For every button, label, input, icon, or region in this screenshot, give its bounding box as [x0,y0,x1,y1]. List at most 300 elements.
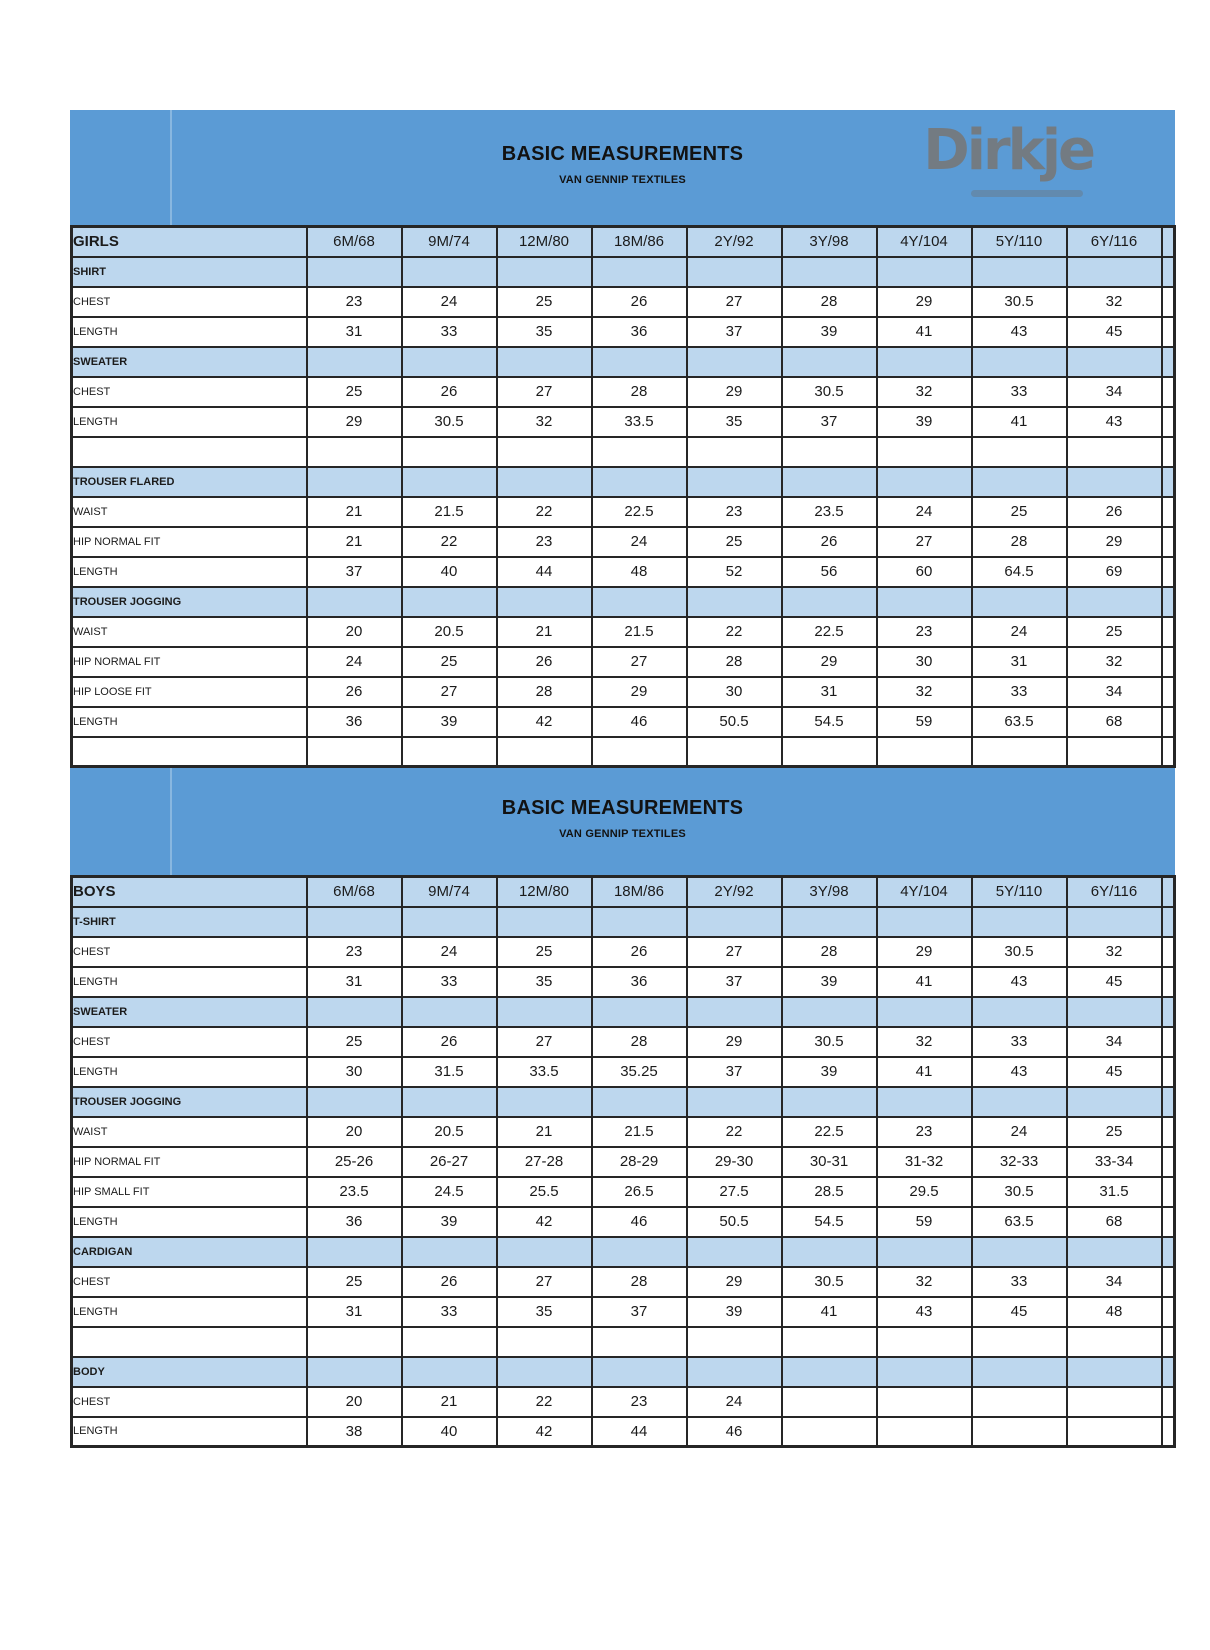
value-cell [972,1387,1067,1417]
value-cell: 29 [877,937,972,967]
cutoff-column-cell [1162,1267,1175,1297]
value-cell: 32-33 [972,1147,1067,1177]
size-header-cell: 18M/86 [592,227,687,257]
value-cell: 27 [497,377,592,407]
value-cell [497,1357,592,1387]
value-cell: 34 [1067,1267,1162,1297]
value-cell: 31-32 [877,1147,972,1177]
empty-label-cell [72,437,307,467]
row-label-cell: WAIST [72,617,307,647]
value-cell [972,437,1067,467]
value-cell [1067,1387,1162,1417]
value-cell: 59 [877,1207,972,1237]
value-cell: 25 [1067,617,1162,647]
value-cell: 21 [497,1117,592,1147]
value-cell: 39 [877,407,972,437]
value-cell: 23 [687,497,782,527]
size-header-cell: 3Y/98 [782,877,877,907]
cutoff-column-cell [1162,1327,1175,1357]
value-cell [592,467,687,497]
value-cell [497,1327,592,1357]
value-cell: 29 [877,287,972,317]
value-cell [877,1417,972,1447]
value-cell: 21 [307,527,402,557]
value-cell [687,1087,782,1117]
value-cell: 35 [687,407,782,437]
value-cell: 30.5 [782,1267,877,1297]
value-cell [307,347,402,377]
value-cell [307,467,402,497]
value-cell: 30.5 [402,407,497,437]
value-cell: 34 [1067,1027,1162,1057]
value-cell [402,437,497,467]
data-row [72,1027,1175,1057]
cutoff-column-cell [1162,1117,1175,1147]
cutoff-column-cell [1162,1237,1175,1267]
row-label-cell: CHEST [72,377,307,407]
value-cell [307,1327,402,1357]
banner-boys [70,768,1175,875]
value-cell: 32 [497,407,592,437]
cutoff-column-cell [1162,967,1175,997]
value-cell: 50.5 [687,1207,782,1237]
value-cell: 28 [592,1267,687,1297]
value-cell: 23 [592,1387,687,1417]
value-cell [592,1357,687,1387]
section-row [72,467,1175,497]
value-cell: 43 [972,317,1067,347]
value-cell [307,437,402,467]
value-cell [592,737,687,767]
value-cell: 20.5 [402,1117,497,1147]
section-row [72,587,1175,617]
cutoff-column-cell [1162,287,1175,317]
value-cell: 27 [497,1027,592,1057]
value-cell [782,1387,877,1417]
cutoff-column-cell [1162,1207,1175,1237]
value-cell [877,737,972,767]
value-cell: 24 [307,647,402,677]
data-row [72,647,1175,677]
value-cell: 39 [402,707,497,737]
value-cell: 27 [402,677,497,707]
section-label-cell: T-SHIRT [72,907,307,937]
value-cell [972,907,1067,937]
banner-title: BASIC MEASUREMENTS [501,143,744,165]
data-row [72,317,1175,347]
value-cell: 36 [592,317,687,347]
empty-row [72,1327,1175,1357]
value-cell: 41 [782,1297,877,1327]
cutoff-column-cell [1162,1147,1175,1177]
value-cell: 21 [497,617,592,647]
value-cell: 44 [592,1417,687,1447]
value-cell: 36 [592,967,687,997]
value-cell: 45 [1067,967,1162,997]
cutoff-column-cell [1162,907,1175,937]
value-cell [687,1327,782,1357]
banner-subtitle: VAN GENNIP TEXTILES [559,174,686,186]
size-header-cell: 6Y/116 [1067,877,1162,907]
value-cell [972,997,1067,1027]
value-cell: 24 [972,1117,1067,1147]
size-header-cell: 12M/80 [497,227,592,257]
cutoff-column-cell [1162,997,1175,1027]
value-cell: 59 [877,707,972,737]
row-label-cell: HIP NORMAL FIT [72,527,307,557]
data-row [72,1057,1175,1087]
value-cell: 48 [1067,1297,1162,1327]
value-cell: 21 [307,497,402,527]
value-cell: 35 [497,967,592,997]
value-cell: 28.5 [782,1177,877,1207]
value-cell: 32 [877,1267,972,1297]
girls-size-table [70,225,1176,768]
value-cell [782,347,877,377]
value-cell: 23.5 [782,497,877,527]
row-label-cell: CHEST [72,1267,307,1297]
value-cell [972,467,1067,497]
value-cell: 25 [307,1027,402,1057]
table-name-cell: GIRLS [72,227,307,257]
value-cell [877,347,972,377]
cutoff-column-cell [1162,497,1175,527]
value-cell: 41 [972,407,1067,437]
value-cell [1067,587,1162,617]
value-cell [402,347,497,377]
value-cell [1067,1237,1162,1267]
value-cell [687,737,782,767]
value-cell: 63.5 [972,1207,1067,1237]
value-cell: 37 [307,557,402,587]
banner-gridline [170,768,172,875]
value-cell [1067,737,1162,767]
value-cell: 20 [307,1117,402,1147]
value-cell [592,1237,687,1267]
data-row [72,1177,1175,1207]
cutoff-column-cell [1162,1027,1175,1057]
value-cell [782,1327,877,1357]
value-cell: 27.5 [687,1177,782,1207]
value-cell [782,1237,877,1267]
value-cell: 22 [402,527,497,557]
size-header-cell: 18M/86 [592,877,687,907]
value-cell: 37 [687,967,782,997]
value-cell: 27 [877,527,972,557]
value-cell: 30 [877,647,972,677]
value-cell [782,257,877,287]
value-cell [972,1357,1067,1387]
value-cell: 24.5 [402,1177,497,1207]
table-name-cell: BOYS [72,877,307,907]
cutoff-column-cell [1162,1387,1175,1417]
value-cell: 29-30 [687,1147,782,1177]
empty-row [72,737,1175,767]
value-cell: 37 [782,407,877,437]
empty-label-cell [72,737,307,767]
data-row [72,1417,1175,1447]
value-cell: 27 [497,1267,592,1297]
value-cell [497,347,592,377]
value-cell: 26 [592,287,687,317]
value-cell: 52 [687,557,782,587]
value-cell [877,907,972,937]
row-label-cell: HIP NORMAL FIT [72,647,307,677]
value-cell [877,1357,972,1387]
row-label-cell: CHEST [72,937,307,967]
value-cell [497,1237,592,1267]
value-cell [877,1237,972,1267]
cutoff-column-cell [1162,347,1175,377]
data-row [72,407,1175,437]
value-cell: 39 [782,1057,877,1087]
value-cell [972,1087,1067,1117]
value-cell: 23 [307,287,402,317]
value-cell: 28 [497,677,592,707]
value-cell: 33 [972,677,1067,707]
value-cell: 30.5 [782,1027,877,1057]
value-cell [687,1237,782,1267]
row-label-cell: LENGTH [72,407,307,437]
value-cell: 32 [877,677,972,707]
value-cell: 43 [972,967,1067,997]
value-cell: 27 [687,937,782,967]
value-cell: 45 [972,1297,1067,1327]
value-cell [402,737,497,767]
value-cell: 28 [972,527,1067,557]
value-cell: 28 [782,937,877,967]
table-header-row [72,877,1175,907]
data-row [72,1207,1175,1237]
data-row [72,1117,1175,1147]
value-cell: 32 [877,1027,972,1057]
value-cell [307,997,402,1027]
banner-text-block [70,768,1175,840]
value-cell: 26 [782,527,877,557]
value-cell: 22 [687,617,782,647]
data-row [72,1297,1175,1327]
value-cell: 32 [1067,937,1162,967]
value-cell: 23.5 [307,1177,402,1207]
value-cell: 35 [497,317,592,347]
cutoff-column-cell [1162,317,1175,347]
value-cell [782,1357,877,1387]
value-cell [877,1087,972,1117]
value-cell: 33 [972,1267,1067,1297]
cutoff-column-cell [1162,437,1175,467]
value-cell: 33.5 [592,407,687,437]
value-cell [402,1357,497,1387]
value-cell [497,997,592,1027]
value-cell: 43 [877,1297,972,1327]
value-cell: 25 [972,497,1067,527]
value-cell: 30.5 [972,1177,1067,1207]
row-label-cell: CHEST [72,287,307,317]
size-header-cell: 3Y/98 [782,227,877,257]
value-cell: 36 [307,1207,402,1237]
value-cell [307,1357,402,1387]
value-cell: 26 [497,647,592,677]
value-cell [497,1087,592,1117]
value-cell [1067,257,1162,287]
value-cell [782,1087,877,1117]
value-cell [402,467,497,497]
size-header-cell: 5Y/110 [972,877,1067,907]
banner-gridline [170,110,172,225]
value-cell: 25 [1067,1117,1162,1147]
value-cell [782,737,877,767]
section-row [72,1357,1175,1387]
value-cell [877,997,972,1027]
value-cell: 20 [307,617,402,647]
banner-girls [70,110,1175,225]
value-cell: 32 [1067,647,1162,677]
value-cell: 30 [687,677,782,707]
value-cell: 29 [592,677,687,707]
value-cell [687,1357,782,1387]
logo-tagline-bar [971,190,1083,197]
value-cell [877,437,972,467]
size-header-cell: 6M/68 [307,877,402,907]
value-cell [497,467,592,497]
value-cell: 28 [592,1027,687,1057]
cutoff-column-cell [1162,1297,1175,1327]
value-cell: 48 [592,557,687,587]
value-cell: 35.25 [592,1057,687,1087]
value-cell: 42 [497,707,592,737]
size-header-cell: 4Y/104 [877,227,972,257]
banner-title: BASIC MEASUREMENTS [501,797,744,819]
cutoff-column-cell [1162,227,1175,257]
value-cell [592,587,687,617]
value-cell: 32 [877,377,972,407]
value-cell [687,257,782,287]
cutoff-column-cell [1162,677,1175,707]
value-cell: 46 [687,1417,782,1447]
value-cell: 22 [687,1117,782,1147]
value-cell [972,1417,1067,1447]
value-cell: 44 [497,557,592,587]
value-cell: 33.5 [497,1057,592,1087]
value-cell: 41 [877,1057,972,1087]
value-cell [1067,1417,1162,1447]
cutoff-column-cell [1162,647,1175,677]
value-cell [592,437,687,467]
value-cell: 31.5 [402,1057,497,1087]
table-header-row [72,227,1175,257]
value-cell: 26 [307,677,402,707]
value-cell [782,1417,877,1447]
cutoff-column-cell [1162,937,1175,967]
value-cell [687,587,782,617]
value-cell [877,1387,972,1417]
value-cell: 26.5 [592,1177,687,1207]
value-cell [1067,347,1162,377]
data-row [72,967,1175,997]
value-cell [307,907,402,937]
cutoff-column-cell [1162,1357,1175,1387]
value-cell: 20 [307,1387,402,1417]
cutoff-column-cell [1162,587,1175,617]
value-cell: 35 [497,1297,592,1327]
value-cell: 45 [1067,1057,1162,1087]
row-label-cell: HIP SMALL FIT [72,1177,307,1207]
value-cell: 26 [402,1027,497,1057]
section-row [72,1237,1175,1267]
row-label-cell: LENGTH [72,967,307,997]
value-cell: 27 [592,647,687,677]
value-cell: 21.5 [592,1117,687,1147]
value-cell: 22.5 [782,617,877,647]
value-cell: 26 [402,377,497,407]
section-label-cell: TROUSER FLARED [72,467,307,497]
value-cell: 54.5 [782,707,877,737]
value-cell: 33 [402,317,497,347]
value-cell: 39 [782,967,877,997]
value-cell: 33-34 [1067,1147,1162,1177]
value-cell: 28 [687,647,782,677]
value-cell [497,587,592,617]
cutoff-column-cell [1162,527,1175,557]
section-row [72,257,1175,287]
value-cell: 63.5 [972,707,1067,737]
value-cell: 42 [497,1207,592,1237]
value-cell: 29 [687,1267,782,1297]
value-cell: 27-28 [497,1147,592,1177]
value-cell: 21.5 [402,497,497,527]
section-row [72,1087,1175,1117]
value-cell [687,467,782,497]
value-cell [972,1327,1067,1357]
value-cell: 32 [1067,287,1162,317]
value-cell [877,1327,972,1357]
value-cell: 20.5 [402,617,497,647]
value-cell [592,997,687,1027]
section-row [72,347,1175,377]
value-cell [782,587,877,617]
size-header-cell: 12M/80 [497,877,592,907]
cutoff-column-cell [1162,407,1175,437]
value-cell [307,257,402,287]
value-cell: 24 [687,1387,782,1417]
value-cell [782,437,877,467]
banner-subtitle: VAN GENNIP TEXTILES [559,828,686,840]
value-cell: 30.5 [972,937,1067,967]
value-cell: 30.5 [782,377,877,407]
data-row [72,287,1175,317]
dirkje-logo: Dirkje [923,118,1093,183]
size-header-cell: 9M/74 [402,227,497,257]
value-cell: 27 [687,287,782,317]
size-header-cell: 2Y/92 [687,877,782,907]
size-chart-sheet [70,110,1175,1448]
data-row [72,1387,1175,1417]
data-row [72,1267,1175,1297]
data-row [72,707,1175,737]
value-cell [877,257,972,287]
value-cell [972,347,1067,377]
data-row [72,937,1175,967]
cutoff-column-cell [1162,1417,1175,1447]
row-label-cell: LENGTH [72,707,307,737]
value-cell: 43 [972,1057,1067,1087]
section-label-cell: TROUSER JOGGING [72,1087,307,1117]
value-cell: 25 [402,647,497,677]
value-cell [497,257,592,287]
value-cell: 39 [402,1207,497,1237]
data-row [72,527,1175,557]
value-cell: 33 [972,377,1067,407]
